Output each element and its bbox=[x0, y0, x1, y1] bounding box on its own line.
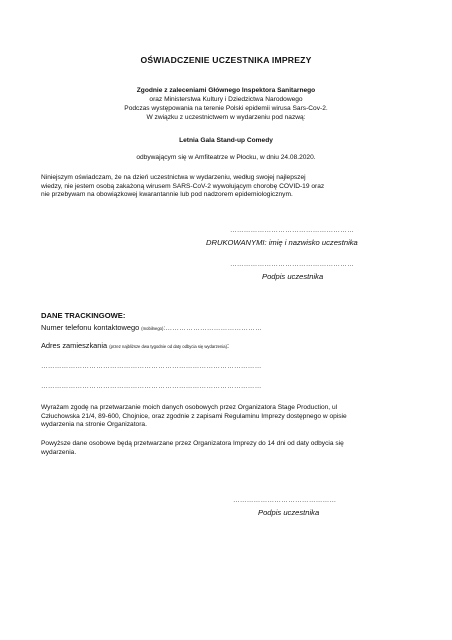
header-line-2: oraz Ministerstwa Kultury i Dziedzictwa Narodowego bbox=[149, 96, 303, 103]
event-name: Letnia Gala Stand-up Comedy bbox=[179, 137, 273, 144]
document-title: OŚWIADCZENIE UCZESTNIKA IMPREZY bbox=[140, 55, 312, 65]
address-label: Adres zamieszkania bbox=[41, 341, 108, 350]
header-line-1: Zgodnie z zaleceniami Głównego Inspektora Sanitarnego bbox=[136, 87, 316, 94]
phone-dots: :…………………………………… bbox=[163, 325, 263, 332]
retention-line-1: Powyższe dane osobowe będą przetwarzane przez Organizatora Imprezy do 14 dni od daty odbycia się bbox=[41, 440, 344, 447]
consent-line-2: Człuchowska 21/4, 89-600, Chojnice, oraz zgodnie z zapisami Regulaminu Imprezy dostępnego w opisie bbox=[41, 412, 347, 420]
name-signature-line: ……………………………………………… bbox=[230, 227, 355, 234]
declaration-line-3: nie przebywam na obowiązkowej kwarantannie lub pod nadzorem epidemiologicznym. bbox=[41, 191, 293, 198]
declaration-paragraph bbox=[41, 174, 413, 200]
signature-label: Podpis uczestnika bbox=[262, 272, 324, 281]
final-signature-label: Podpis uczestnika bbox=[258, 508, 320, 517]
signature-line: ……………………………………………… bbox=[230, 261, 355, 268]
header-line-3: Podczas występowania na terenie Polski epidemii wirusa Sars-Cov-2. bbox=[124, 105, 328, 112]
header-line-4: W związku z uczestnictwem w wydarzeniu pod nazwą: bbox=[146, 114, 306, 121]
final-signature-line: ……………………………………… bbox=[233, 497, 337, 504]
consent-line-1: Wyrażam zgodę na przetwarzanie moich danych osobowych przez Organizatora Stage Production, ul bbox=[41, 404, 338, 411]
declaration-line-2: wiedzy, nie jestem osobą zakażoną wirusem SARS-CoV-2 wywołującym chorobę COVID-19 oraz bbox=[41, 182, 325, 190]
address-colon: : bbox=[226, 341, 230, 350]
phone-hint: (mobilnego) bbox=[141, 326, 164, 331]
address-hint: (przez najbliższe dwa tygodnie od daty odbycia się wydarzenia) bbox=[109, 344, 227, 349]
address-line-2: …………………………………………………………………………………… bbox=[41, 383, 262, 390]
retention-line-2: wydarzenia. bbox=[41, 448, 77, 456]
address-field bbox=[41, 341, 229, 350]
retention-paragraph bbox=[41, 440, 413, 457]
consent-paragraph bbox=[41, 404, 413, 430]
name-signature-label: DRUKOWANYMI: imię i nazwisko uczestnika bbox=[206, 238, 358, 247]
phone-field bbox=[41, 323, 262, 332]
tracking-heading: DANE TRACKINGOWE: bbox=[41, 311, 126, 320]
event-place-date: odbywającym się w Amfiteatrze w Płocku, w dniu 24.08.2020. bbox=[136, 154, 316, 161]
consent-line-3: wydarzenia na stronie Organizatora. bbox=[41, 421, 147, 428]
address-line-1: …………………………………………………………………………………… bbox=[41, 363, 262, 370]
phone-label: Numer telefonu kontaktowego bbox=[41, 323, 140, 332]
declaration-line-1: Niniejszym oświadczam, że na dzień uczestnictwa w wydarzeniu, według swojej najlepszej bbox=[41, 174, 306, 181]
